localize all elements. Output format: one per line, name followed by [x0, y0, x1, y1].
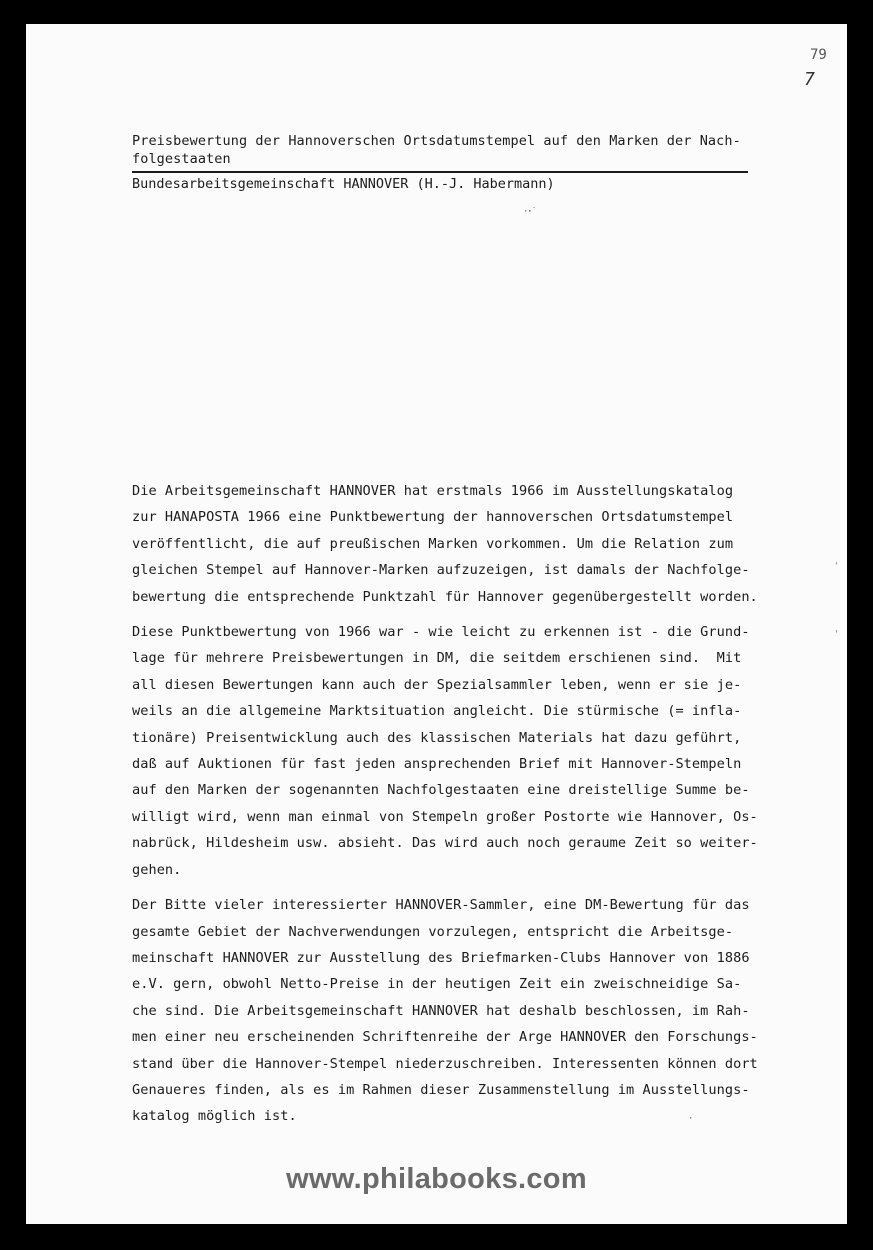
- header-divider: [132, 171, 748, 173]
- document-title: [132, 132, 762, 168]
- text-line: e.V. gern, obwohl Netto-Preise in der heutigen Zeit ein zweischneidige Sa-: [132, 976, 742, 993]
- text-line: zur HANAPOSTA 1966 eine Punktbewertung der hannoverschen Ortsdatumstempel: [132, 509, 734, 526]
- paragraph: [132, 478, 772, 610]
- scan-speck: ·: [688, 1114, 694, 1124]
- watermark: www.philabooks.com: [286, 1163, 587, 1195]
- text-line: katalog möglich ist.: [132, 1108, 297, 1125]
- document-title-line: folgestaaten: [132, 151, 231, 167]
- text-line: Diese Punktbewertung von 1966 war - wie leicht zu erkennen ist - die Grund-: [132, 624, 750, 641]
- text-line: willigt wird, wenn man einmal von Stempeln großer Postorte wie Hannover, Os-: [132, 808, 758, 825]
- text-line: auf den Marken der sogenannten Nachfolgestaaten eine dreistellige Summe be-: [132, 782, 750, 799]
- document-title-line: Preisbewertung der Hannoverschen Ortsdatumstempel auf den Marken der Nach-: [132, 133, 741, 149]
- text-line: nabrück, Hildesheim usw. absieht. Das wird auch noch geraume Zeit so weiter-: [132, 835, 758, 852]
- document-page: [26, 24, 847, 1224]
- text-line: lage für mehrere Preisbewertungen in DM, die seitdem erschienen sind. Mit: [132, 650, 742, 667]
- scan-speck: ˈ: [834, 562, 840, 572]
- text-line: Die Arbeitsgemeinschaft HANNOVER hat erstmals 1966 im Ausstellungskatalog: [132, 483, 734, 499]
- text-line: Der Bitte vieler interessierter HANNOVER-Sammler, eine DM-Bewertung für das: [132, 897, 750, 914]
- scan-speck: ·ꞏ˙: [523, 207, 537, 217]
- text-line: stand über die Hannover-Stempel niederzuschreiben. Interessenten können dort: [132, 1055, 758, 1072]
- text-line: gehen.: [132, 861, 182, 878]
- scan-speck: ˈ: [834, 630, 840, 640]
- text-line: gleichen Stempel auf Hannover-Marken aufzuzeigen, ist damals der Nachfolge-: [132, 562, 750, 579]
- body-text: [132, 478, 772, 1139]
- text-line: all diesen Bewertungen kann auch der Spezialsammler leben, wenn er sie je-: [132, 676, 742, 693]
- text-line: veröffentlicht, die auf preußischen Marken vorkommen. Um die Relation zum: [132, 535, 734, 552]
- page-number: 79: [810, 47, 827, 63]
- text-line: men einer neu erscheinenden Schriftenreihe der Arge HANNOVER den Forschungs-: [132, 1029, 758, 1046]
- text-line: bewertung die entsprechende Punktzahl für Hannover gegenübergestellt worden.: [132, 588, 758, 605]
- document-author: Bundesarbeitsgemeinschaft HANNOVER (H.-J. Habermann): [132, 176, 555, 192]
- text-line: daß auf Auktionen für fast jeden ansprechenden Brief mit Hannover-Stempeln: [132, 756, 742, 773]
- handwritten-page-mark: 7: [804, 69, 815, 90]
- paragraph: [132, 619, 772, 883]
- text-line: che sind. Die Arbeitsgemeinschaft HANNOVER hat deshalb beschlossen, im Rah-: [132, 1002, 750, 1019]
- text-line: meinschaft HANNOVER zur Ausstellung des Briefmarken-Clubs Hannover von 1886: [132, 949, 750, 966]
- text-line: Genaueres finden, als es im Rahmen dieser Zusammenstellung im Ausstellungs-: [132, 1081, 750, 1098]
- text-line: gesamte Gebiet der Nachverwendungen vorzulegen, entspricht die Arbeitsge-: [132, 923, 734, 940]
- text-line: tionäre) Preisentwicklung auch des klassischen Materials hat dazu geführt,: [132, 729, 742, 746]
- paragraph: [132, 892, 772, 1130]
- text-line: weils an die allgemeine Marktsituation angleicht. Die stürmische (= infla-: [132, 703, 742, 720]
